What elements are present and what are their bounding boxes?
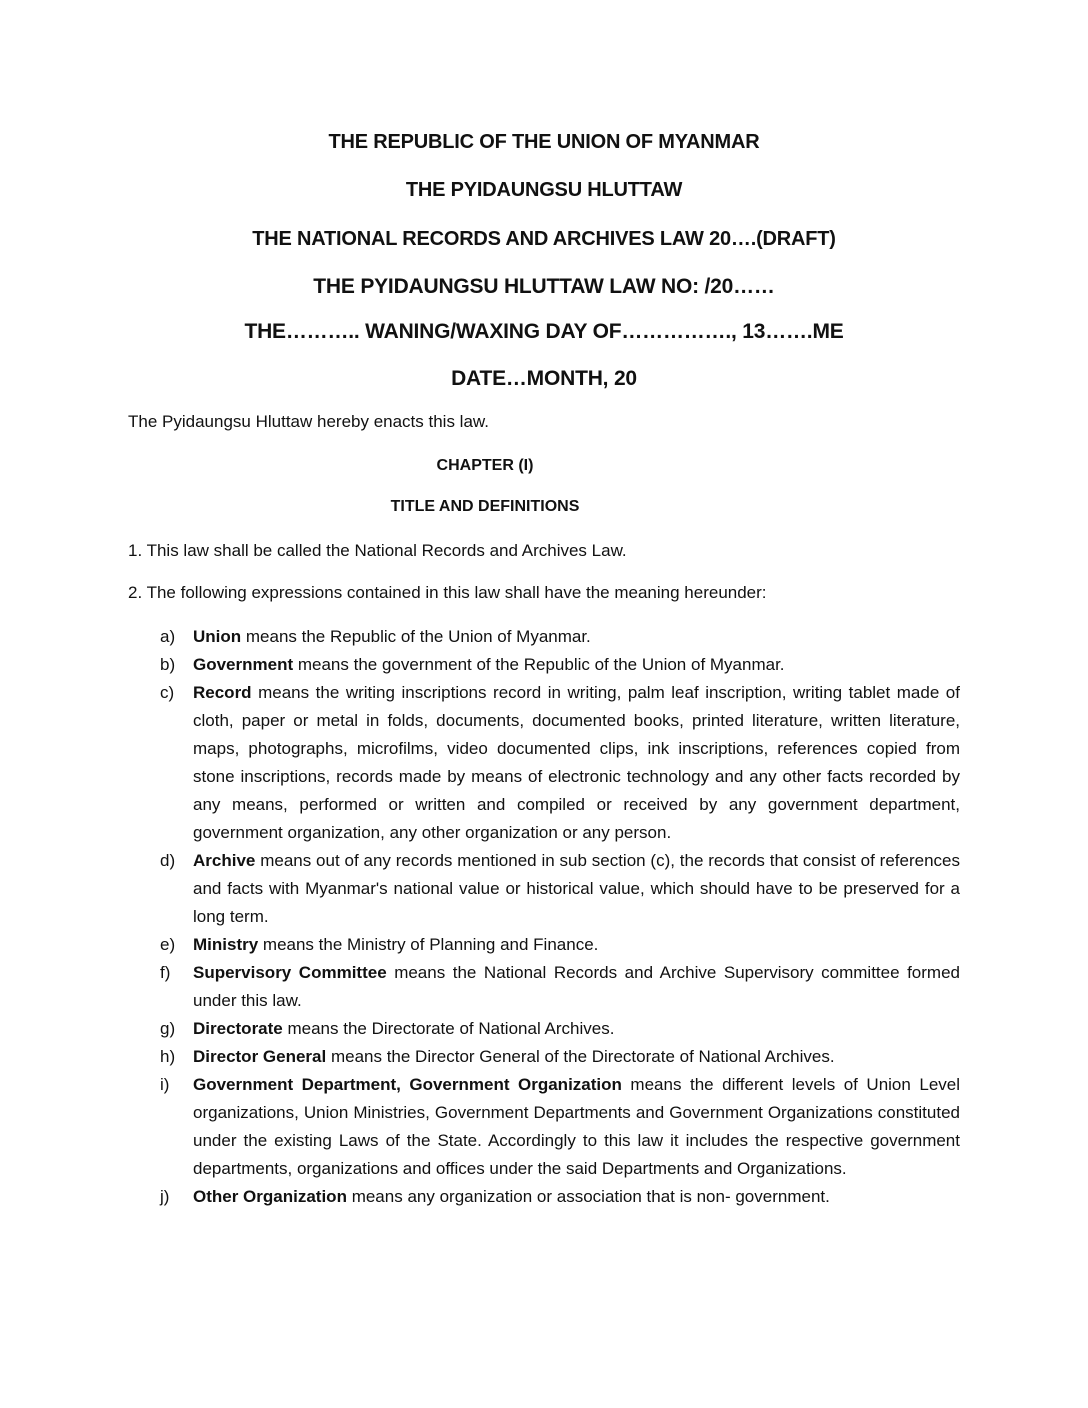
heading-day: THE……….. WANING/WAXING DAY OF……………., 13…….ME	[244, 320, 844, 343]
defined-term: Government	[193, 655, 294, 674]
defined-term: Directorate	[193, 1019, 283, 1038]
definition-text: means out of any records mentioned in sub section (c), the records that consist of references and facts with Myanmar's national value or historical value, which should have to be preserved for a long term.	[193, 851, 960, 926]
definition-item	[160, 931, 960, 959]
heading-law-number: THE PYIDAUNGSU HLUTTAW LAW NO: /20……	[313, 275, 775, 298]
defined-term: Director General	[193, 1047, 327, 1066]
list-marker: h)	[160, 1047, 176, 1066]
heading-republic: THE REPUBLIC OF THE UNION OF MYANMAR	[328, 131, 760, 153]
definitions-list	[160, 623, 960, 1211]
definition-text: means the Director General of the Directorate of National Archives.	[326, 1047, 835, 1066]
definition-text: means the different levels of Union Level organizations, Union Ministries, Government Departments and Government Organizations constituted under the existing Laws of the State. Accordingly to this law it includes the respective government departments, organizations and offices under the said Departments and Organizations.	[193, 1075, 960, 1178]
definition-text: means the National Records and Archive Supervisory committee formed under this law.	[193, 963, 960, 1010]
definition-item	[160, 623, 960, 651]
list-marker: b)	[160, 655, 176, 674]
list-marker: c)	[160, 683, 175, 702]
defined-term: Other Organization	[193, 1187, 347, 1206]
section-1: 1. This law shall be called the National Records and Archives Law.	[128, 541, 627, 560]
heading-hluttaw: THE PYIDAUNGSU HLUTTAW	[405, 179, 683, 201]
definition-text: means the Directorate of National Archives.	[282, 1019, 615, 1038]
definition-item	[160, 959, 960, 1015]
defined-term: Union	[193, 627, 242, 646]
list-marker: a)	[160, 627, 176, 646]
list-marker: d)	[160, 851, 176, 870]
definition-text: means the Republic of the Union of Myanmar.	[241, 627, 591, 646]
definition-text: means the Ministry of Planning and Finance.	[258, 935, 599, 954]
defined-term: Supervisory Committee	[193, 963, 387, 982]
chapter-heading: CHAPTER (I)	[436, 457, 534, 474]
list-marker: e)	[160, 935, 176, 954]
definition-item	[160, 1043, 960, 1071]
definition-item	[160, 1015, 960, 1043]
definition-item	[160, 651, 960, 679]
defined-term: Record	[193, 683, 252, 702]
definition-text: means the government of the Republic of the Union of Myanmar.	[293, 655, 785, 674]
heading-date: DATE…MONTH, 20	[451, 367, 637, 390]
list-marker: i)	[160, 1075, 170, 1094]
definition-item	[160, 847, 960, 931]
defined-term: Archive	[193, 851, 256, 870]
enactment-statement: The Pyidaungsu Hluttaw hereby enacts this law.	[128, 412, 489, 431]
list-marker: f)	[160, 963, 171, 982]
definition-text: means the writing inscriptions record in writing, palm leaf inscription, writing tablet made of cloth, paper or metal in folds, documents, documented books, printed literature, written literature, maps, photographs, microfilms, video documented clips, ink inscriptions, references copied from stone inscriptions, records made by means of electronic technology and any other facts recorded by any means, performed or written and compiled or received by any government department, government organization, any other organization or any person.	[193, 683, 960, 842]
heading-law-title: THE NATIONAL RECORDS AND ARCHIVES LAW 20….(DRAFT)	[252, 228, 836, 250]
list-marker: g)	[160, 1019, 176, 1038]
section-2: 2. The following expressions contained in this law shall have the meaning hereunder:	[128, 583, 767, 602]
defined-term: Government Department, Government Organization	[193, 1075, 622, 1094]
list-marker: j)	[160, 1187, 170, 1206]
definition-item	[160, 1071, 960, 1183]
defined-term: Ministry	[193, 935, 259, 954]
chapter-title: TITLE AND DEFINITIONS	[390, 498, 580, 515]
definition-item	[160, 679, 960, 847]
definition-item	[160, 1183, 960, 1211]
definition-text: means any organization or association that is non- government.	[346, 1187, 830, 1206]
